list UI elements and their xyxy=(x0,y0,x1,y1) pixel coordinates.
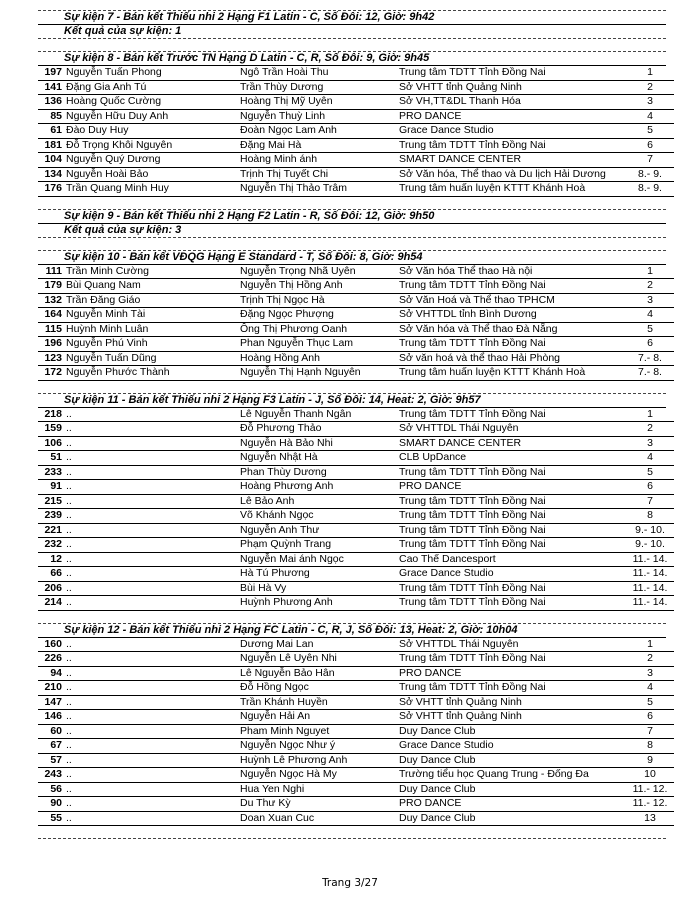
couple-number: 206 xyxy=(38,581,64,596)
partner-name: Ngô Trần Hoài Thu xyxy=(238,66,397,80)
couple-number: 90 xyxy=(38,797,64,812)
partner-name: Hua Yen Nghi xyxy=(238,782,397,797)
table-row xyxy=(38,552,674,567)
placement: 6 xyxy=(626,337,674,352)
partner-name: Hoàng Minh ánh xyxy=(238,153,397,168)
club-name: Trung tâm huấn luyện KTTT Khánh Hoà xyxy=(397,182,626,197)
couple-number: 123 xyxy=(38,351,64,366)
results-page xyxy=(38,10,666,839)
placement: 6 xyxy=(626,138,674,153)
leader-name: .. xyxy=(64,666,238,681)
placement: 9 xyxy=(626,753,674,768)
partner-name: Lê Nguyễn Bảo Hân xyxy=(238,666,397,681)
table-row xyxy=(38,436,674,451)
table-row xyxy=(38,167,674,182)
leader-name: .. xyxy=(64,811,238,826)
couple-number: 115 xyxy=(38,322,64,337)
placement: 5 xyxy=(626,695,674,710)
partner-name: Ông Thị Phương Oanh xyxy=(238,322,397,337)
table-row xyxy=(38,753,674,768)
club-name: Sở Văn hóa, Thể thao và Du lịch Hải Dương xyxy=(397,167,626,182)
club-name: Trung tâm TDTT Tỉnh Đồng Nai xyxy=(397,66,626,80)
table-row xyxy=(38,782,674,797)
partner-name: Trịnh Thị Ngọc Hà xyxy=(238,293,397,308)
club-name: Trung tâm huấn luyện KTTT Khánh Hoà xyxy=(397,366,626,381)
leader-name: .. xyxy=(64,494,238,509)
table-row xyxy=(38,652,674,667)
couple-number: 164 xyxy=(38,308,64,323)
leader-name: Nguyễn Hoài Bảo xyxy=(64,167,238,182)
couple-number: 214 xyxy=(38,596,64,611)
partner-name: Bùi Hà Vy xyxy=(238,581,397,596)
couple-number: 210 xyxy=(38,681,64,696)
leader-name: .. xyxy=(64,480,238,495)
results-table xyxy=(38,265,674,381)
couple-number: 172 xyxy=(38,366,64,381)
leader-name: Nguyễn Tuấn Phong xyxy=(64,66,238,80)
leader-name: .. xyxy=(64,710,238,725)
club-name: Trung tâm TDTT Tỉnh Đồng Nai xyxy=(397,652,626,667)
table-row xyxy=(38,153,674,168)
couple-number: 146 xyxy=(38,710,64,725)
leader-name: .. xyxy=(64,581,238,596)
leader-name: Trần Đăng Giáo xyxy=(64,293,238,308)
couple-number: 141 xyxy=(38,80,64,95)
couple-number: 111 xyxy=(38,265,64,279)
partner-name: Nguyễn Lê Uyên Nhi xyxy=(238,652,397,667)
placement: 3 xyxy=(626,436,674,451)
club-name: Grace Dance Studio xyxy=(397,739,626,754)
couple-number: 134 xyxy=(38,167,64,182)
results-table xyxy=(38,66,674,197)
placement: 11.- 12. xyxy=(626,782,674,797)
leader-name: .. xyxy=(64,782,238,797)
placement: 2 xyxy=(626,652,674,667)
section-divider xyxy=(38,838,666,839)
placement: 2 xyxy=(626,279,674,294)
table-row xyxy=(38,293,674,308)
placement: 1 xyxy=(626,408,674,422)
partner-name: Huỳnh Lê Phương Anh xyxy=(238,753,397,768)
leader-name: .. xyxy=(64,652,238,667)
table-row xyxy=(38,494,674,509)
club-name: Sở Văn Hoá và Thể thao TPHCM xyxy=(397,293,626,308)
table-row xyxy=(38,509,674,524)
leader-name: .. xyxy=(64,638,238,652)
leader-name: .. xyxy=(64,724,238,739)
partner-name: Đỗ Hồng Ngọc xyxy=(238,681,397,696)
placement: 11.- 12. xyxy=(626,797,674,812)
leader-name: .. xyxy=(64,465,238,480)
placement: 5 xyxy=(626,124,674,139)
placement: 9.- 10. xyxy=(626,538,674,553)
table-row xyxy=(38,351,674,366)
partner-name: Nguyễn Hà Bảo Nhi xyxy=(238,436,397,451)
leader-name: Trần Minh Cường xyxy=(64,265,238,279)
club-name: Trung tâm TDTT Tỉnh Đồng Nai xyxy=(397,538,626,553)
leader-name: .. xyxy=(64,422,238,437)
club-name: Sở VHTTDL Thái Nguyên xyxy=(397,422,626,437)
table-row xyxy=(38,66,674,80)
club-name: Sở VHTT tỉnh Quảng Ninh xyxy=(397,710,626,725)
couple-number: 197 xyxy=(38,66,64,80)
couple-number: 55 xyxy=(38,811,64,826)
club-name: Sở Văn hóa Thể thao Hà nội xyxy=(397,265,626,279)
club-name: Trung tâm TDTT Tỉnh Đồng Nai xyxy=(397,138,626,153)
placement: 7 xyxy=(626,494,674,509)
event-section xyxy=(38,51,666,209)
table-row xyxy=(38,480,674,495)
event-title: Sự kiện 8 - Bán kết Trước TN Hạng D Latin - C, R, Số Đôi: 9, Giờ: 9h45 xyxy=(64,52,430,64)
partner-name: Nguyễn Thị Hồng Anh xyxy=(238,279,397,294)
leader-name: Huỳnh Minh Luân xyxy=(64,322,238,337)
club-name: Trung tâm TDTT Tỉnh Đồng Nai xyxy=(397,509,626,524)
couple-number: 226 xyxy=(38,652,64,667)
event-section xyxy=(38,623,666,839)
club-name: Trung tâm TDTT Tỉnh Đồng Nai xyxy=(397,681,626,696)
placement: 9.- 10. xyxy=(626,523,674,538)
placement: 10 xyxy=(626,768,674,783)
partner-name: Hà Tú Phương xyxy=(238,567,397,582)
couple-number: 136 xyxy=(38,95,64,110)
couple-number: 147 xyxy=(38,695,64,710)
table-row xyxy=(38,797,674,812)
couple-number: 106 xyxy=(38,436,64,451)
club-name: Grace Dance Studio xyxy=(397,124,626,139)
event-title: Sự kiện 10 - Bán kết VĐQG Hạng E Standard - T, Số Đôi: 8, Giờ: 9h54 xyxy=(64,250,423,263)
event-title: Sự kiện 11 - Bán kết Thiếu nhi 2 Hạng F3 Latin - J, Số Đôi: 14, Heat: 2, Giờ: 9h57 xyxy=(64,393,481,406)
partner-name: Lê Nguyễn Thanh Ngân xyxy=(238,408,397,422)
leader-name: .. xyxy=(64,451,238,466)
leader-name: Nguyễn Hữu Duy Anh xyxy=(64,109,238,124)
section-gap xyxy=(38,611,666,623)
couple-number: 94 xyxy=(38,666,64,681)
placement: 8 xyxy=(626,509,674,524)
placement: 3 xyxy=(626,666,674,681)
partner-name: Phạm Quỳnh Trang xyxy=(238,538,397,553)
leader-name: .. xyxy=(64,567,238,582)
club-name: Sở VHTT tỉnh Quảng Ninh xyxy=(397,695,626,710)
table-row xyxy=(38,337,674,352)
placement: 8.- 9. xyxy=(626,182,674,197)
couple-number: 12 xyxy=(38,552,64,567)
placement: 3 xyxy=(626,95,674,110)
partner-name: Nguyễn Thị Thảo Trâm xyxy=(238,182,397,197)
table-row xyxy=(38,724,674,739)
placement: 13 xyxy=(626,811,674,826)
table-row xyxy=(38,80,674,95)
leader-name: Nguyễn Minh Tài xyxy=(64,308,238,323)
leader-name: Đào Duy Huy xyxy=(64,124,238,139)
club-name: Duy Dance Club xyxy=(397,811,626,826)
couple-number: 61 xyxy=(38,124,64,139)
leader-name: Nguyễn Tuấn Dũng xyxy=(64,351,238,366)
partner-name: Nguyễn Thị Hạnh Nguyên xyxy=(238,366,397,381)
couple-number: 215 xyxy=(38,494,64,509)
table-row xyxy=(38,408,674,422)
leader-name: .. xyxy=(64,739,238,754)
couple-number: 91 xyxy=(38,480,64,495)
couple-number: 243 xyxy=(38,768,64,783)
table-row xyxy=(38,182,674,197)
partner-name: Trần Khánh Huyền xyxy=(238,695,397,710)
club-name: PRO DANCE xyxy=(397,480,626,495)
table-row xyxy=(38,422,674,437)
club-name: SMART DANCE CENTER xyxy=(397,153,626,168)
event-section xyxy=(38,393,666,623)
club-name: PRO DANCE xyxy=(397,666,626,681)
placement: 4 xyxy=(626,109,674,124)
club-name: Grace Dance Studio xyxy=(397,567,626,582)
couple-number: 60 xyxy=(38,724,64,739)
table-row xyxy=(38,109,674,124)
club-name: Sở VHTT tỉnh Quảng Ninh xyxy=(397,80,626,95)
couple-number: 56 xyxy=(38,782,64,797)
section-gap xyxy=(38,381,666,393)
club-name: PRO DANCE xyxy=(397,797,626,812)
placement: 7.- 8. xyxy=(626,351,674,366)
partner-name: Hoàng Phương Anh xyxy=(238,480,397,495)
partner-name: Đặng Mai Hà xyxy=(238,138,397,153)
section-gap xyxy=(38,39,666,51)
partner-name: Pham Minh Nguyet xyxy=(238,724,397,739)
couple-number: 67 xyxy=(38,739,64,754)
table-row xyxy=(38,451,674,466)
partner-name: Hoàng Thị Mỹ Uyên xyxy=(238,95,397,110)
partner-name: Huỳnh Phương Anh xyxy=(238,596,397,611)
leader-name: .. xyxy=(64,436,238,451)
leader-name: .. xyxy=(64,681,238,696)
table-row xyxy=(38,138,674,153)
placement: 7 xyxy=(626,153,674,168)
placement: 4 xyxy=(626,308,674,323)
table-row xyxy=(38,95,674,110)
partner-name: Trịnh Thị Tuyết Chi xyxy=(238,167,397,182)
placement: 11.- 14. xyxy=(626,596,674,611)
placement: 1 xyxy=(626,265,674,279)
table-row xyxy=(38,768,674,783)
leader-name: Nguyễn Phú Vinh xyxy=(64,337,238,352)
partner-name: Phan Thùy Dương xyxy=(238,465,397,480)
club-name: Duy Dance Club xyxy=(397,753,626,768)
placement: 6 xyxy=(626,710,674,725)
leader-name: .. xyxy=(64,408,238,422)
partner-name: Doan Xuan Cuc xyxy=(238,811,397,826)
partner-name: Võ Khánh Ngọc xyxy=(238,509,397,524)
club-name: Sở Văn hóa và Thể thao Đà Nẵng xyxy=(397,322,626,337)
placement: 3 xyxy=(626,293,674,308)
club-name: Sở VHTTDL tỉnh Bình Dương xyxy=(397,308,626,323)
placement: 11.- 14. xyxy=(626,581,674,596)
partner-name: Nguyễn Ngọc Như ý xyxy=(238,739,397,754)
club-name: Trung tâm TDTT Tỉnh Đồng Nai xyxy=(397,523,626,538)
partner-name: Trần Thùy Dương xyxy=(238,80,397,95)
leader-name: Nguyễn Quý Dương xyxy=(64,153,238,168)
table-row xyxy=(38,567,674,582)
leader-name: .. xyxy=(64,509,238,524)
table-row xyxy=(38,695,674,710)
placement: 5 xyxy=(626,322,674,337)
club-name: PRO DANCE xyxy=(397,109,626,124)
couple-number: 233 xyxy=(38,465,64,480)
club-name: Trung tâm TDTT Tỉnh Đồng Nai xyxy=(397,279,626,294)
event-section xyxy=(38,250,666,393)
placement: 11.- 14. xyxy=(626,552,674,567)
page-number: Trang 3/27 xyxy=(322,877,378,889)
partner-name: Nguyễn Anh Thư xyxy=(238,523,397,538)
club-name: Trung tâm TDTT Tỉnh Đồng Nai xyxy=(397,337,626,352)
placement: 5 xyxy=(626,465,674,480)
table-row xyxy=(38,322,674,337)
placement: 7.- 8. xyxy=(626,366,674,381)
table-row xyxy=(38,710,674,725)
club-name: Sở văn hoá và thể thao Hải Phòng xyxy=(397,351,626,366)
table-row xyxy=(38,638,674,652)
placement: 2 xyxy=(626,422,674,437)
placement: 8.- 9. xyxy=(626,167,674,182)
placement: 8 xyxy=(626,739,674,754)
couple-number: 239 xyxy=(38,509,64,524)
partner-name: Lê Bảo Anh xyxy=(238,494,397,509)
placement: 2 xyxy=(626,80,674,95)
couple-number: 104 xyxy=(38,153,64,168)
placement: 6 xyxy=(626,480,674,495)
event-title: Sự kiện 7 - Bán kết Thiếu nhi 2 Hạng F1 Latin - C, Số Đôi: 12, Giờ: 9h42 xyxy=(64,11,435,23)
event-section xyxy=(38,10,666,51)
partner-name: Đỗ Phương Thảo xyxy=(238,422,397,437)
results-table xyxy=(38,408,674,611)
partner-name: Nguyễn Mai ánh Ngọc xyxy=(238,552,397,567)
event-title: Sự kiện 12 - Bán kết Thiếu nhi 2 Hạng FC Latin - C, R, J, Số Đôi: 13, Heat: 2, Giờ: 10h04 xyxy=(64,623,518,636)
table-row xyxy=(38,366,674,381)
leader-name: .. xyxy=(64,753,238,768)
club-name: Trung tâm TDTT Tỉnh Đồng Nai xyxy=(397,465,626,480)
table-row xyxy=(38,811,674,826)
leader-name: Trần Quang Minh Huy xyxy=(64,182,238,197)
section-gap xyxy=(38,197,666,209)
placement: 1 xyxy=(626,638,674,652)
partner-name: Nguyễn Ngọc Hà My xyxy=(238,768,397,783)
couple-number: 196 xyxy=(38,337,64,352)
partner-name: Phan Nguyễn Thục Lam xyxy=(238,337,397,352)
couple-number: 181 xyxy=(38,138,64,153)
couple-number: 160 xyxy=(38,638,64,652)
club-name: Cao Thế Dancesport xyxy=(397,552,626,567)
placement: 4 xyxy=(626,451,674,466)
partner-name: Đoàn Ngọc Lam Anh xyxy=(238,124,397,139)
club-name: Sở VHTTDL Thái Nguyên xyxy=(397,638,626,652)
leader-name: Bùi Quang Nam xyxy=(64,279,238,294)
table-row xyxy=(38,523,674,538)
club-name: Trung tâm TDTT Tỉnh Đồng Nai xyxy=(397,596,626,611)
leader-name: .. xyxy=(64,695,238,710)
table-row xyxy=(38,666,674,681)
leader-name: .. xyxy=(64,552,238,567)
club-name: Duy Dance Club xyxy=(397,782,626,797)
placement: 7 xyxy=(626,724,674,739)
section-gap xyxy=(38,826,666,838)
table-row xyxy=(38,465,674,480)
couple-number: 179 xyxy=(38,279,64,294)
leader-name: Hoàng Quốc Cường xyxy=(64,95,238,110)
couple-number: 85 xyxy=(38,109,64,124)
leader-name: Đỗ Trọng Khôi Nguyên xyxy=(64,138,238,153)
partner-name: Nguyễn Nhật Hà xyxy=(238,451,397,466)
club-name: Duy Dance Club xyxy=(397,724,626,739)
table-row xyxy=(38,265,674,279)
club-name: Trung tâm TDTT Tỉnh Đồng Nai xyxy=(397,581,626,596)
leader-name: .. xyxy=(64,797,238,812)
couple-number: 57 xyxy=(38,753,64,768)
placement: 11.- 14. xyxy=(626,567,674,582)
club-name: Sở VH,TT&DL Thanh Hóa xyxy=(397,95,626,110)
table-row xyxy=(38,596,674,611)
couple-number: 51 xyxy=(38,451,64,466)
partner-name: Đặng Ngọc Phượng xyxy=(238,308,397,323)
club-name: Trường tiểu học Quang Trung - Đống Đa xyxy=(397,768,626,783)
table-row xyxy=(38,279,674,294)
partner-name: Nguyễn Thuỳ Linh xyxy=(238,109,397,124)
event-result: Kết quả của sự kiện: 1 xyxy=(64,25,182,37)
event-title: Sự kiện 9 - Bán kết Thiếu nhi 2 Hạng F2 Latin - R, Số Đôi: 12, Giờ: 9h50 xyxy=(64,209,435,222)
table-row xyxy=(38,681,674,696)
couple-number: 159 xyxy=(38,422,64,437)
club-name: CLB UpDance xyxy=(397,451,626,466)
couple-number: 66 xyxy=(38,567,64,582)
table-row xyxy=(38,581,674,596)
partner-name: Nguyễn Trọng Nhã Uyên xyxy=(238,265,397,279)
partner-name: Du Thư Kỳ xyxy=(238,797,397,812)
partner-name: Dương Mai Lan xyxy=(238,638,397,652)
partner-name: Hoàng Hồng Anh xyxy=(238,351,397,366)
couple-number: 232 xyxy=(38,538,64,553)
event-section xyxy=(38,209,666,250)
table-row xyxy=(38,308,674,323)
placement: 4 xyxy=(626,681,674,696)
table-row xyxy=(38,739,674,754)
leader-name: .. xyxy=(64,768,238,783)
club-name: Trung tâm TDTT Tỉnh Đồng Nai xyxy=(397,494,626,509)
club-name: SMART DANCE CENTER xyxy=(397,436,626,451)
club-name: Trung tâm TDTT Tỉnh Đồng Nai xyxy=(397,408,626,422)
leader-name: .. xyxy=(64,523,238,538)
event-result: Kết quả của sự kiện: 3 xyxy=(64,223,182,236)
placement: 1 xyxy=(626,66,674,80)
section-gap xyxy=(38,238,666,250)
couple-number: 132 xyxy=(38,293,64,308)
table-row xyxy=(38,538,674,553)
couple-number: 176 xyxy=(38,182,64,197)
couple-number: 218 xyxy=(38,408,64,422)
leader-name: Nguyễn Phước Thành xyxy=(64,366,238,381)
table-row xyxy=(38,124,674,139)
partner-name: Nguyễn Hải An xyxy=(238,710,397,725)
couple-number: 221 xyxy=(38,523,64,538)
leader-name: Đặng Gia Anh Tú xyxy=(64,80,238,95)
leader-name: .. xyxy=(64,596,238,611)
leader-name: .. xyxy=(64,538,238,553)
results-table xyxy=(38,638,674,827)
